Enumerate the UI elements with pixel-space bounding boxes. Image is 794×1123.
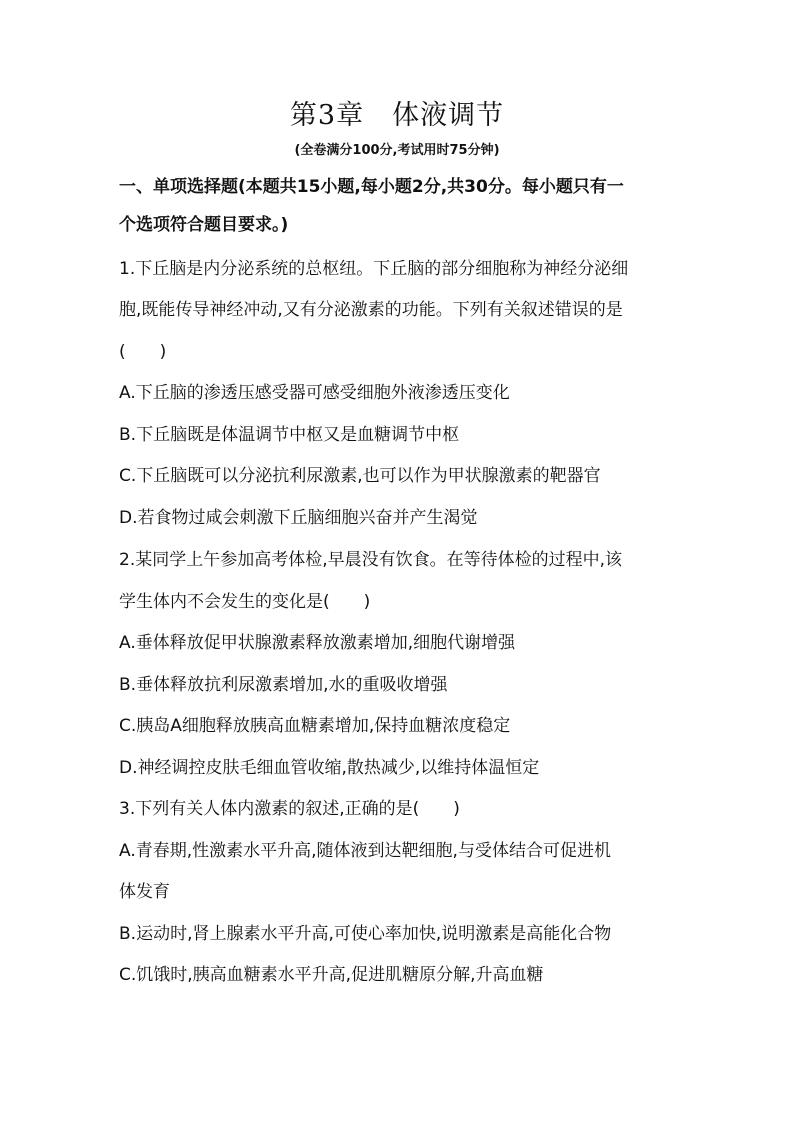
q1-option-a: A.下丘脑的渗透压感受器可感受细胞外液渗透压变化	[119, 383, 510, 403]
q1-option-b: B.下丘脑既是体温调节中枢又是血糖调节中枢	[119, 425, 460, 445]
q2-option-d: D.神经调控皮肤毛细血管收缩,散热减少,以维持体温恒定	[119, 758, 540, 778]
exam-info: (全卷满分100分,考试用时75分钟)	[294, 143, 500, 158]
section-heading-line2: 个选项符合题目要求。)	[119, 215, 289, 235]
q3-option-b: B.运动时,肾上腺素水平升高,可使心率加快,说明激素是高能化合物	[119, 924, 612, 944]
q2-paren-close: )	[363, 592, 371, 612]
q3-option-c: C.饥饿时,胰高血糖素水平升高,促进肌糖原分解,升高血糖	[119, 965, 544, 985]
q1-answer-blank	[119, 339, 689, 365]
q2-option-a: A.垂体释放促甲状腺激素释放激素增加,细胞代谢增强	[119, 633, 516, 653]
q3-option-a-line1: A.青春期,性激素水平升高,随体液到达靶细胞,与受体结合可促进机	[119, 841, 611, 861]
q1-paren-open: (	[119, 342, 126, 362]
q1-stem-line1: 1.下丘脑是内分泌系统的总枢纽。下丘脑的部分细胞称为神经分泌细	[119, 259, 629, 279]
q3-paren-close: )	[453, 799, 460, 819]
chapter-title: 第3章 体液调节	[289, 100, 505, 131]
q1-paren-close: )	[159, 342, 167, 362]
q3-stem-line1	[119, 796, 689, 822]
q1-stem-line2: 胞,既能传导神经冲动,又有分泌激素的功能。下列有关叙述错误的是	[119, 300, 623, 320]
q3-option-a-line2: 体发育	[119, 882, 170, 902]
q3-stem-text: 3.下列有关人体内激素的叙述,正确的是(	[119, 799, 420, 819]
q2-stem-line1: 2.某同学上午参加高考体检,早晨没有饮食。在等待体检的过程中,该	[119, 550, 623, 570]
q2-stem-line2	[119, 589, 689, 615]
q2-option-c: C.胰岛A细胞释放胰高血糖素增加,保持血糖浓度稳定	[119, 716, 511, 736]
q2-option-b: B.垂体释放抗利尿激素增加,水的重吸收增强	[119, 675, 448, 695]
section-heading-line1: 一、单项选择题(本题共15小题,每小题2分,共30分。每小题只有一	[119, 177, 624, 197]
q1-option-c: C.下丘脑既可以分泌抗利尿激素,也可以作为甲状腺激素的靶器官	[119, 466, 601, 486]
q1-option-d: D.若食物过咸会刺激下丘脑细胞兴奋并产生渴觉	[119, 508, 478, 528]
q2-stem-text: 学生体内不会发生的变化是(	[119, 592, 330, 612]
